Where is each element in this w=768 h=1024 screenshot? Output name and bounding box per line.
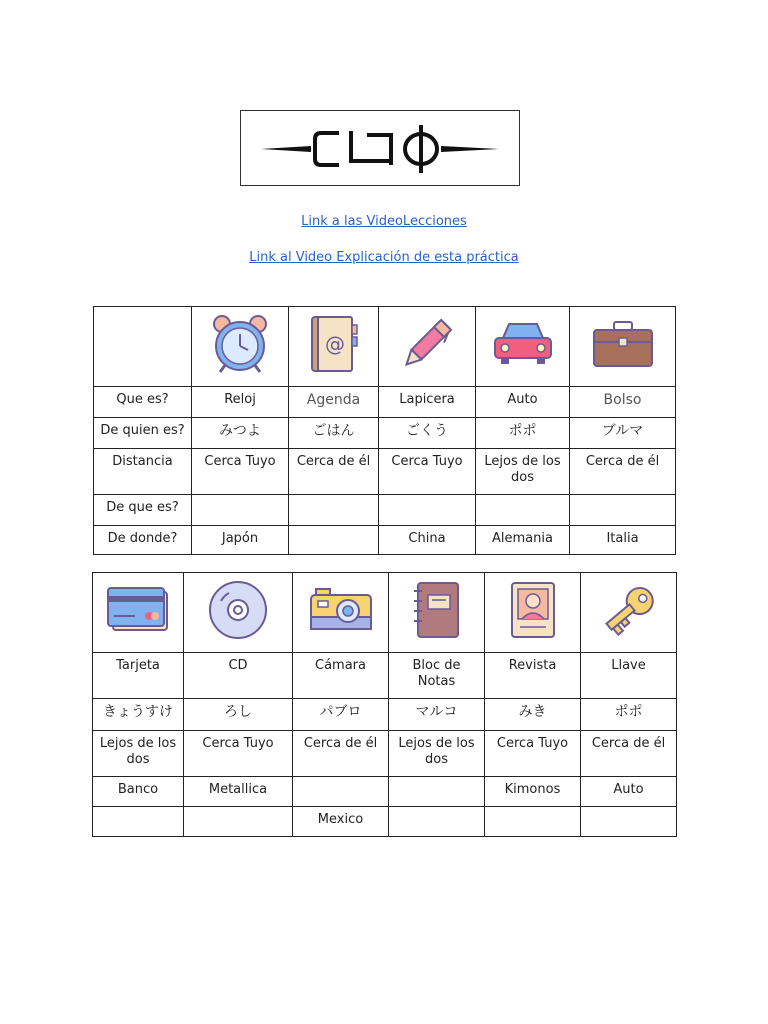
table-row <box>94 526 676 555</box>
table-cell: Cerca Tuyo <box>485 731 581 777</box>
table-cell: Italia <box>570 526 676 555</box>
table-cell: Alemania <box>476 526 570 555</box>
car-icon <box>491 318 555 370</box>
table-cell: Cerca Tuyo <box>379 449 476 495</box>
table-cell <box>389 777 485 807</box>
table-cell: Metallica <box>184 777 293 807</box>
briefcase-icon <box>590 318 656 370</box>
table-cell <box>379 495 476 526</box>
table-cell: ポポ <box>476 418 570 449</box>
table-cell: Kimonos <box>485 777 581 807</box>
table-cell: Reloj <box>192 387 289 418</box>
table-row <box>93 699 677 731</box>
alarm-clock-icon <box>208 312 272 376</box>
icon-cell <box>184 573 293 653</box>
table-cell <box>485 807 581 837</box>
table-cell: China <box>379 526 476 555</box>
empty-cell <box>94 307 192 387</box>
table-cell: Mexico <box>293 807 389 837</box>
table-cell: Cerca Tuyo <box>192 449 289 495</box>
table-cell: Banco <box>93 777 184 807</box>
table-cell <box>293 777 389 807</box>
table-cell: Cerca de él <box>293 731 389 777</box>
icon-cell <box>389 573 485 653</box>
icon-cell <box>293 573 389 653</box>
notebook-icon <box>410 579 464 641</box>
table-cell <box>581 807 677 837</box>
table-cell: みき <box>485 699 581 731</box>
video-lessons-link[interactable]: Link a las VideoLecciones <box>301 214 467 229</box>
table-cell <box>184 807 293 837</box>
table-cell <box>289 526 379 555</box>
table-cell: ポポ <box>581 699 677 731</box>
table-cell: ブルマ <box>570 418 676 449</box>
table-row <box>94 387 676 418</box>
table-row <box>94 418 676 449</box>
table-cell: Auto <box>581 777 677 807</box>
table-cell: Cerca Tuyo <box>184 731 293 777</box>
magazine-icon <box>508 579 558 641</box>
table-cell: Tarjeta <box>93 653 184 699</box>
row-label: Que es? <box>94 387 192 418</box>
table-row <box>94 495 676 526</box>
logo-box <box>240 110 520 186</box>
table-cell: Bolso <box>570 387 676 418</box>
table-cell: ごはん <box>289 418 379 449</box>
row-label: Distancia <box>94 449 192 495</box>
table-row <box>94 307 676 387</box>
icon-cell <box>379 307 476 387</box>
key-icon <box>597 580 661 640</box>
icon-cell <box>570 307 676 387</box>
table-row <box>94 449 676 495</box>
table-cell: Cerca de él <box>570 449 676 495</box>
table-cell: Lejos de los dos <box>476 449 570 495</box>
icon-cell <box>289 307 379 387</box>
table-cell: ろし <box>184 699 293 731</box>
credit-card-icon <box>105 586 171 634</box>
address-book-icon <box>304 313 364 375</box>
table-cell: Agenda <box>289 387 379 418</box>
table-cell: Lejos de los dos <box>93 731 184 777</box>
table-cell: Auto <box>476 387 570 418</box>
practice-video-link[interactable]: Link al Video Explicación de esta práctica <box>249 250 519 265</box>
table-row <box>93 653 677 699</box>
camera-icon <box>308 585 374 635</box>
icon-cell <box>192 307 289 387</box>
table-cell: CD <box>184 653 293 699</box>
icon-cell <box>93 573 184 653</box>
svg-text:@: @ <box>324 332 345 356</box>
cd-icon <box>207 579 269 641</box>
table-cell <box>93 807 184 837</box>
row-label: De que es? <box>94 495 192 526</box>
table-cell <box>476 495 570 526</box>
table-cell: Cerca de él <box>581 731 677 777</box>
table-cell: マルコ <box>389 699 485 731</box>
table-cell: Lapicera <box>379 387 476 418</box>
table-cell: みつよ <box>192 418 289 449</box>
table-cell: Japón <box>192 526 289 555</box>
objects-table-2 <box>92 572 677 837</box>
table-row <box>93 807 677 837</box>
table-row <box>93 573 677 653</box>
icon-cell <box>485 573 581 653</box>
objects-table-1 <box>93 306 676 555</box>
table-cell: Lejos de los dos <box>389 731 485 777</box>
table-cell: Bloc de Notas <box>389 653 485 699</box>
icon-cell <box>476 307 570 387</box>
table-row <box>93 777 677 807</box>
pen-icon <box>396 313 458 375</box>
row-label: De quien es? <box>94 418 192 449</box>
table-row <box>93 731 677 777</box>
table-cell: Cerca de él <box>289 449 379 495</box>
table-cell: ごくう <box>379 418 476 449</box>
table-cell: Cámara <box>293 653 389 699</box>
table-cell: きょうすけ <box>93 699 184 731</box>
icon-cell <box>581 573 677 653</box>
table-cell <box>570 495 676 526</box>
table-cell: Llave <box>581 653 677 699</box>
cho-logo-icon <box>241 111 519 185</box>
row-label: De donde? <box>94 526 192 555</box>
table-cell <box>192 495 289 526</box>
table-cell <box>289 495 379 526</box>
table-cell <box>389 807 485 837</box>
table-cell: Revista <box>485 653 581 699</box>
table-cell: パブロ <box>293 699 389 731</box>
